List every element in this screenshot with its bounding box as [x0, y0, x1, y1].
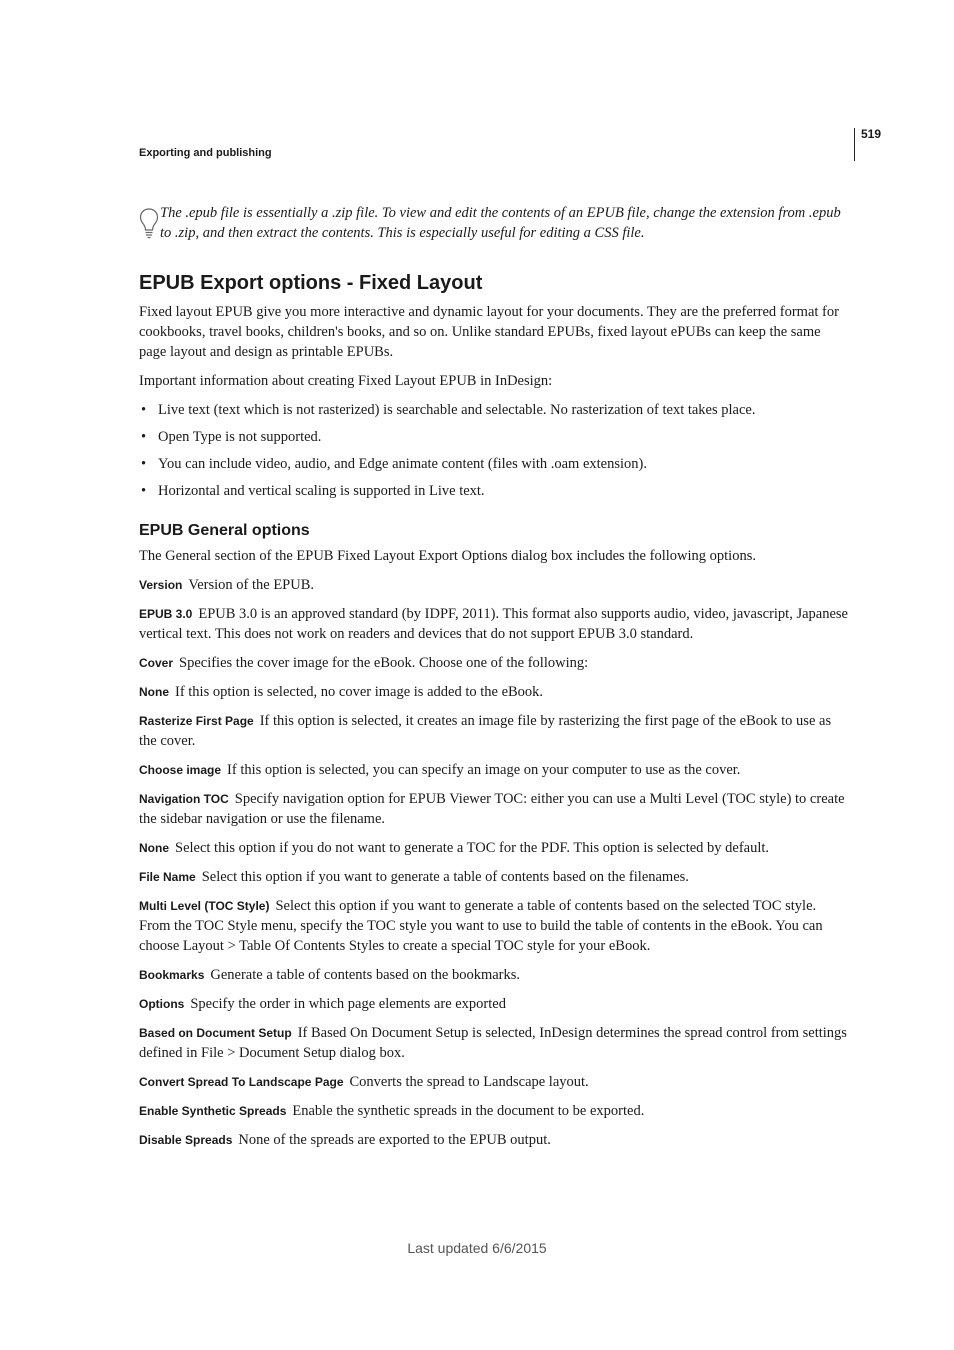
- definition-disable-spreads: [139, 1130, 851, 1150]
- definition-convert-spread: [139, 1072, 851, 1092]
- page-number: 519: [861, 127, 882, 141]
- lightbulb-icon: [139, 207, 159, 241]
- definition-term: Based on Document Setup: [139, 1026, 292, 1040]
- definition-term: File Name: [139, 870, 196, 884]
- definition-text: If Based On Document Setup is selected, InDesign determines the spread control from settings defined in File > Document Setup dialog box.: [139, 1025, 847, 1061]
- definition-text: Specify navigation option for EPUB Viewer TOC: either you can use a Multi Level (TOC style) to create the sidebar navigation or use the filename.: [139, 791, 845, 827]
- definition-term: Cover: [139, 656, 174, 670]
- definition-file-name: [139, 867, 851, 887]
- definition-term: None: [139, 841, 169, 855]
- definition-text: None of the spreads are exported to the EPUB output.: [238, 1132, 551, 1148]
- definition-term: Version: [139, 578, 183, 592]
- definition-navigation-toc: [139, 789, 851, 829]
- definition-text: Converts the spread to Landscape layout.: [349, 1074, 589, 1090]
- definition-toc-none: [139, 838, 851, 858]
- definition-rasterize-first-page: [139, 711, 851, 751]
- definition-text: EPUB 3.0 is an approved standard (by IDPF, 2011). This format also supports audio, video, javascript, Japanese vertical text. This does not work on readers and devices that do not support EPUB 3.0 standard.: [139, 606, 848, 642]
- definition-enable-synthetic-spreads: [139, 1101, 851, 1121]
- definition-term: Navigation TOC: [139, 792, 229, 806]
- definition-term: Choose image: [139, 763, 222, 777]
- definition-cover-none: [139, 682, 851, 702]
- definition-term: Convert Spread To Landscape Page: [139, 1075, 344, 1089]
- general-intro-paragraph: The General section of the EPUB Fixed Layout Export Options dialog box includes the following options.: [139, 548, 756, 564]
- tip-note: [139, 203, 851, 243]
- definition-text: If this option is selected, you can specify an image on your computer to use as the cover.: [227, 762, 741, 778]
- definition-term: Multi Level (TOC Style): [139, 899, 270, 913]
- definition-text: If this option is selected, it creates an image file by rasterizing the first page of the eBook to use as the cover.: [139, 713, 832, 749]
- definition-term: Bookmarks: [139, 968, 205, 982]
- definition-based-on-document-setup: [139, 1023, 851, 1063]
- tip-text: The .epub file is essentially a .zip file. To view and edit the contents of an EPUB file, change the extension from .epub to .zip, and then extract the contents. This is especially useful for editing a CSS file.: [160, 205, 841, 241]
- definition-text: Enable the synthetic spreads in the document to be exported.: [292, 1103, 645, 1119]
- bullet-item: • Open Type is not supported.: [139, 427, 851, 447]
- definition-text: Generate a table of contents based on the bookmarks.: [210, 967, 521, 983]
- definition-text: Select this option if you want to generate a table of contents based on the filenames.: [201, 869, 689, 885]
- definition-text: Version of the EPUB.: [188, 577, 315, 593]
- footer-last-updated: Last updated 6/6/2015: [407, 1240, 547, 1256]
- definition-term: Rasterize First Page: [139, 714, 254, 728]
- intro-paragraph: Fixed layout EPUB give you more interactive and dynamic layout for your documents. They are the preferred format for cookbooks, travel books, children's books, and so on. Unlike standard EPUBs, fixed layout ePUBs can keep the same page layout and design as printable EPUBs.: [139, 304, 839, 360]
- bullet-item: • Horizontal and vertical scaling is supported in Live text.: [139, 481, 851, 501]
- definition-term: Disable Spreads: [139, 1133, 233, 1147]
- definition-cover: [139, 653, 851, 673]
- definition-options: [139, 994, 851, 1014]
- definition-text: If this option is selected, no cover image is added to the eBook.: [175, 684, 544, 700]
- main-content: [139, 270, 851, 1159]
- definition-text: Select this option if you do not want to generate a TOC for the PDF. This option is selected by default.: [175, 840, 770, 856]
- bullet-item: • You can include video, audio, and Edge animate content (files with .oam extension).: [139, 454, 851, 474]
- important-paragraph: Important information about creating Fixed Layout EPUB in InDesign:: [139, 373, 553, 389]
- definition-epub3: [139, 604, 851, 644]
- definition-text: Select this option if you want to generate a table of contents based on the selected TOC style. From the TOC Style menu, specify the TOC style you want to use to build the table of contents in the eBook. You can choose Layout > Table Of Contents Styles to create a special TOC style for your eBook.: [139, 898, 823, 954]
- running-header: Exporting and publishing: [139, 147, 272, 159]
- definition-term: Enable Synthetic Spreads: [139, 1104, 287, 1118]
- definition-term: Options: [139, 997, 185, 1011]
- definition-bookmarks: [139, 965, 851, 985]
- definition-choose-image: [139, 760, 851, 780]
- definition-term: EPUB 3.0: [139, 607, 193, 621]
- definition-term: None: [139, 685, 169, 699]
- definition-text: Specify the order in which page elements are exported: [190, 996, 506, 1012]
- definition-version: [139, 575, 851, 595]
- bullet-item: • Live text (text which is not rasterized) is searchable and selectable. No rasterization of text takes place.: [139, 400, 851, 420]
- info-bullet-list: [139, 400, 851, 501]
- definition-multi-level: [139, 896, 851, 956]
- section-title-general-options: EPUB General options: [139, 522, 310, 539]
- section-title-fixed-layout: EPUB Export options - Fixed Layout: [139, 272, 483, 294]
- definition-text: Specifies the cover image for the eBook. Choose one of the following:: [179, 655, 589, 671]
- header-divider: [854, 128, 855, 161]
